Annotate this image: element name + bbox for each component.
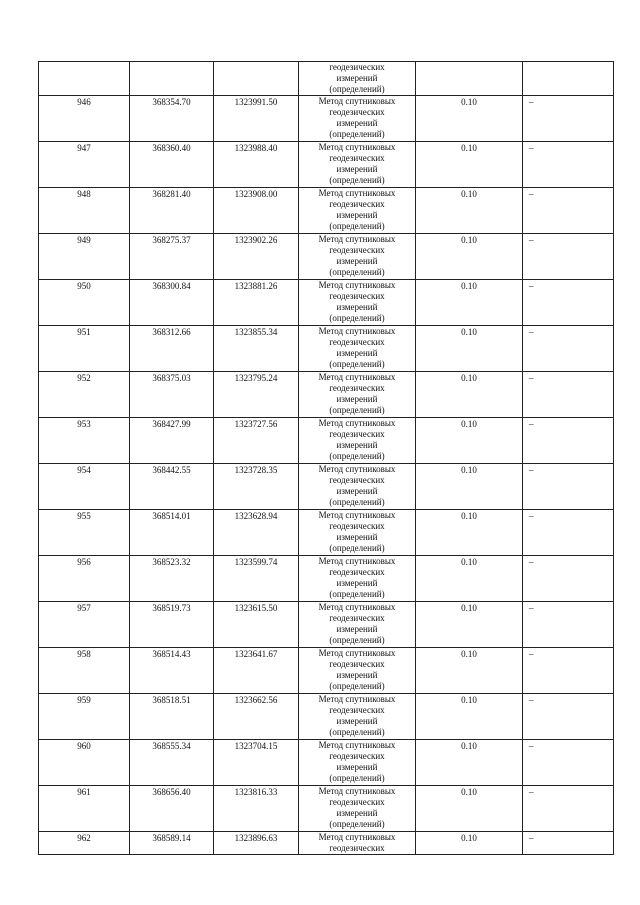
method-line: геодезических bbox=[329, 383, 385, 393]
cell-x: 368523.32 bbox=[130, 556, 214, 602]
table-row bbox=[39, 694, 614, 740]
method-line: Метод спутниковых bbox=[318, 280, 396, 290]
cell-method bbox=[299, 740, 416, 786]
method-line: измерений bbox=[336, 578, 378, 588]
cell-note: – bbox=[523, 234, 614, 280]
method-line: (определений) bbox=[329, 497, 385, 507]
method-line: геодезических bbox=[329, 153, 385, 163]
table-row bbox=[39, 280, 614, 326]
cell-y: 1323795.24 bbox=[214, 372, 299, 418]
method-line: измерений bbox=[336, 164, 378, 174]
method-line: (определений) bbox=[329, 681, 385, 691]
cell-point-number: 946 bbox=[39, 96, 130, 142]
cell-y: 1323662.56 bbox=[214, 694, 299, 740]
cell-note: – bbox=[523, 602, 614, 648]
cell-note: – bbox=[523, 648, 614, 694]
cell-note: – bbox=[523, 694, 614, 740]
cell-method bbox=[299, 372, 416, 418]
cell-accuracy: 0.10 bbox=[416, 142, 523, 188]
method-line: (определений) bbox=[329, 405, 385, 415]
table-row bbox=[39, 832, 614, 855]
cell-note: – bbox=[523, 740, 614, 786]
method-line: Метод спутниковых bbox=[318, 832, 396, 842]
cell-point-number: 955 bbox=[39, 510, 130, 556]
method-line: Метод спутниковых bbox=[318, 510, 396, 520]
cell-y: 1323728.35 bbox=[214, 464, 299, 510]
cell-method bbox=[299, 234, 416, 280]
method-line: геодезических bbox=[329, 613, 385, 623]
method-line: геодезических bbox=[329, 475, 385, 485]
cell-accuracy: 0.10 bbox=[416, 96, 523, 142]
cell-method bbox=[299, 556, 416, 602]
cell-y: 1323615.50 bbox=[214, 602, 299, 648]
cell-x: 368427.99 bbox=[130, 418, 214, 464]
cell-y bbox=[214, 62, 299, 96]
cell-y: 1323991.50 bbox=[214, 96, 299, 142]
table-row bbox=[39, 418, 614, 464]
method-line: геодезических bbox=[329, 62, 385, 72]
cell-y: 1323881.26 bbox=[214, 280, 299, 326]
cell-accuracy: 0.10 bbox=[416, 694, 523, 740]
method-line: измерений bbox=[336, 73, 378, 83]
cell-accuracy: 0.10 bbox=[416, 786, 523, 832]
cell-note: – bbox=[523, 96, 614, 142]
cell-y: 1323902.26 bbox=[214, 234, 299, 280]
method-line: геодезических bbox=[329, 797, 385, 807]
method-line: Метод спутниковых bbox=[318, 786, 396, 796]
table-row bbox=[39, 510, 614, 556]
cell-x: 368514.43 bbox=[130, 648, 214, 694]
method-line: измерений bbox=[336, 624, 378, 634]
table-row bbox=[39, 188, 614, 234]
cell-point-number: 957 bbox=[39, 602, 130, 648]
cell-note bbox=[523, 62, 614, 96]
cell-note: – bbox=[523, 464, 614, 510]
cell-point-number: 951 bbox=[39, 326, 130, 372]
table-row bbox=[39, 464, 614, 510]
cell-note: – bbox=[523, 142, 614, 188]
cell-y: 1323704.15 bbox=[214, 740, 299, 786]
cell-point-number: 953 bbox=[39, 418, 130, 464]
cell-note: – bbox=[523, 786, 614, 832]
cell-y: 1323855.34 bbox=[214, 326, 299, 372]
table-row bbox=[39, 740, 614, 786]
method-line: (определений) bbox=[329, 84, 385, 94]
method-line: (определений) bbox=[329, 543, 385, 553]
cell-method bbox=[299, 694, 416, 740]
cell-accuracy: 0.10 bbox=[416, 280, 523, 326]
cell-point-number: 959 bbox=[39, 694, 130, 740]
method-line: Метод спутниковых bbox=[318, 464, 396, 474]
cell-x: 368312.66 bbox=[130, 326, 214, 372]
method-line: измерений bbox=[336, 118, 378, 128]
cell-x: 368555.34 bbox=[130, 740, 214, 786]
table-row bbox=[39, 556, 614, 602]
cell-x: 368442.55 bbox=[130, 464, 214, 510]
method-line: геодезических bbox=[329, 843, 385, 853]
cell-y: 1323727.56 bbox=[214, 418, 299, 464]
method-line: измерений bbox=[336, 532, 378, 542]
cell-x bbox=[130, 62, 214, 96]
cell-accuracy: 0.10 bbox=[416, 648, 523, 694]
cell-point-number: 956 bbox=[39, 556, 130, 602]
cell-accuracy: 0.10 bbox=[416, 188, 523, 234]
cell-x: 368589.14 bbox=[130, 832, 214, 855]
cell-note: – bbox=[523, 280, 614, 326]
method-line: (определений) bbox=[329, 313, 385, 323]
cell-method bbox=[299, 280, 416, 326]
cell-y: 1323896.63 bbox=[214, 832, 299, 855]
method-line: (определений) bbox=[329, 819, 385, 829]
cell-accuracy bbox=[416, 62, 523, 96]
cell-x: 368518.51 bbox=[130, 694, 214, 740]
method-line: геодезических bbox=[329, 429, 385, 439]
cell-method bbox=[299, 326, 416, 372]
cell-x: 368360.40 bbox=[130, 142, 214, 188]
table-row bbox=[39, 142, 614, 188]
method-line: измерений bbox=[336, 762, 378, 772]
cell-point-number: 949 bbox=[39, 234, 130, 280]
method-line: (определений) bbox=[329, 267, 385, 277]
cell-method bbox=[299, 142, 416, 188]
table-row bbox=[39, 96, 614, 142]
cell-point-number: 958 bbox=[39, 648, 130, 694]
cell-method bbox=[299, 96, 416, 142]
method-line: Метод спутниковых bbox=[318, 96, 396, 106]
table-row bbox=[39, 372, 614, 418]
cell-accuracy: 0.10 bbox=[416, 556, 523, 602]
method-line: (определений) bbox=[329, 129, 385, 139]
method-line: измерений bbox=[336, 394, 378, 404]
method-line: измерений bbox=[336, 670, 378, 680]
cell-point-number: 960 bbox=[39, 740, 130, 786]
cell-y: 1323599.74 bbox=[214, 556, 299, 602]
cell-note: – bbox=[523, 418, 614, 464]
cell-accuracy: 0.10 bbox=[416, 418, 523, 464]
method-line: геодезических bbox=[329, 107, 385, 117]
coordinates-table bbox=[38, 61, 614, 855]
cell-method bbox=[299, 418, 416, 464]
method-line: Метод спутниковых bbox=[318, 188, 396, 198]
cell-note: – bbox=[523, 372, 614, 418]
method-line: Метод спутниковых bbox=[318, 740, 396, 750]
cell-point-number: 947 bbox=[39, 142, 130, 188]
cell-accuracy: 0.10 bbox=[416, 464, 523, 510]
cell-accuracy: 0.10 bbox=[416, 740, 523, 786]
method-line: Метод спутниковых bbox=[318, 142, 396, 152]
table-row bbox=[39, 326, 614, 372]
cell-point-number: 961 bbox=[39, 786, 130, 832]
cell-point-number: 948 bbox=[39, 188, 130, 234]
cell-note: – bbox=[523, 832, 614, 855]
table-row bbox=[39, 648, 614, 694]
cell-accuracy: 0.10 bbox=[416, 234, 523, 280]
cell-method bbox=[299, 648, 416, 694]
cell-accuracy: 0.10 bbox=[416, 510, 523, 556]
method-line: (определений) bbox=[329, 359, 385, 369]
cell-method bbox=[299, 832, 416, 855]
table-row bbox=[39, 786, 614, 832]
cell-method bbox=[299, 188, 416, 234]
method-line: измерений bbox=[336, 302, 378, 312]
cell-y: 1323908.00 bbox=[214, 188, 299, 234]
cell-y: 1323628.94 bbox=[214, 510, 299, 556]
cell-y: 1323816.33 bbox=[214, 786, 299, 832]
method-line: геодезических bbox=[329, 521, 385, 531]
method-line: измерений bbox=[336, 256, 378, 266]
cell-x: 368275.37 bbox=[130, 234, 214, 280]
cell-note: – bbox=[523, 326, 614, 372]
method-line: Метод спутниковых bbox=[318, 326, 396, 336]
table-row-continued bbox=[39, 62, 614, 96]
cell-x: 368281.40 bbox=[130, 188, 214, 234]
method-line: Метод спутниковых bbox=[318, 602, 396, 612]
method-line: измерений bbox=[336, 210, 378, 220]
method-line: измерений bbox=[336, 348, 378, 358]
method-line: Метод спутниковых bbox=[318, 648, 396, 658]
table-row bbox=[39, 234, 614, 280]
cell-method bbox=[299, 786, 416, 832]
method-line: (определений) bbox=[329, 451, 385, 461]
coordinates-table-page bbox=[38, 61, 609, 855]
method-line: геодезических bbox=[329, 199, 385, 209]
method-line: Метод спутниковых bbox=[318, 694, 396, 704]
method-line: (определений) bbox=[329, 773, 385, 783]
cell-point-number: 954 bbox=[39, 464, 130, 510]
cell-x: 368519.73 bbox=[130, 602, 214, 648]
method-line: геодезических bbox=[329, 337, 385, 347]
method-line: Метод спутниковых bbox=[318, 418, 396, 428]
cell-point-number: 952 bbox=[39, 372, 130, 418]
cell-point-number bbox=[39, 62, 130, 96]
cell-note: – bbox=[523, 556, 614, 602]
cell-accuracy: 0.10 bbox=[416, 602, 523, 648]
method-line: геодезических bbox=[329, 705, 385, 715]
cell-method bbox=[299, 510, 416, 556]
cell-x: 368300.84 bbox=[130, 280, 214, 326]
method-line: (определений) bbox=[329, 221, 385, 231]
method-line: измерений bbox=[336, 808, 378, 818]
cell-method bbox=[299, 464, 416, 510]
cell-method bbox=[299, 62, 416, 96]
cell-accuracy: 0.10 bbox=[416, 326, 523, 372]
cell-x: 368514.01 bbox=[130, 510, 214, 556]
method-line: (определений) bbox=[329, 727, 385, 737]
table-row bbox=[39, 602, 614, 648]
cell-y: 1323988.40 bbox=[214, 142, 299, 188]
table-body bbox=[39, 62, 614, 855]
method-line: Метод спутниковых bbox=[318, 556, 396, 566]
method-line: Метод спутниковых bbox=[318, 234, 396, 244]
method-line: геодезических bbox=[329, 659, 385, 669]
method-line: (определений) bbox=[329, 635, 385, 645]
cell-x: 368375.03 bbox=[130, 372, 214, 418]
method-line: геодезических bbox=[329, 291, 385, 301]
cell-point-number: 962 bbox=[39, 832, 130, 855]
cell-point-number: 950 bbox=[39, 280, 130, 326]
method-line: измерений bbox=[336, 716, 378, 726]
cell-note: – bbox=[523, 510, 614, 556]
method-line: (определений) bbox=[329, 589, 385, 599]
method-line: геодезических bbox=[329, 751, 385, 761]
cell-x: 368656.40 bbox=[130, 786, 214, 832]
cell-accuracy: 0.10 bbox=[416, 832, 523, 855]
method-line: измерений bbox=[336, 486, 378, 496]
method-line: (определений) bbox=[329, 175, 385, 185]
method-line: измерений bbox=[336, 440, 378, 450]
cell-accuracy: 0.10 bbox=[416, 372, 523, 418]
method-line: геодезических bbox=[329, 245, 385, 255]
cell-method bbox=[299, 602, 416, 648]
cell-y: 1323641.67 bbox=[214, 648, 299, 694]
method-line: Метод спутниковых bbox=[318, 372, 396, 382]
method-line: геодезических bbox=[329, 567, 385, 577]
cell-note: – bbox=[523, 188, 614, 234]
cell-x: 368354.70 bbox=[130, 96, 214, 142]
